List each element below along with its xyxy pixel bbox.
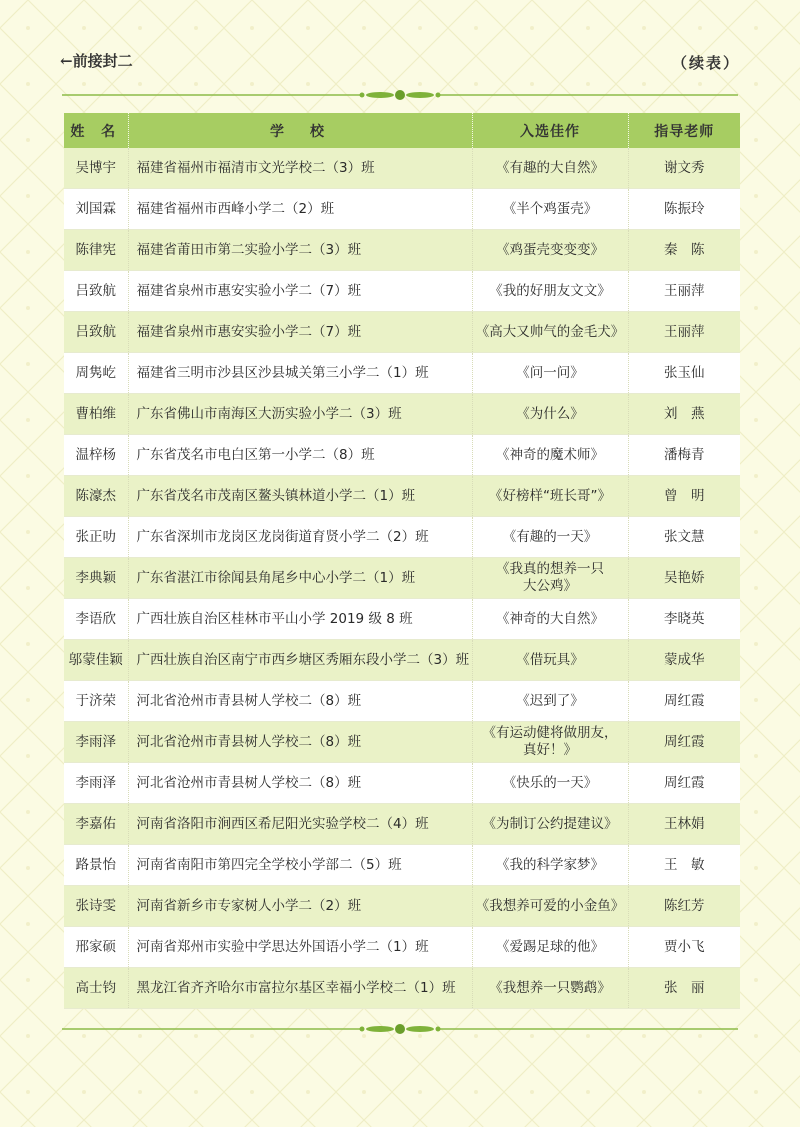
cell-selected-work: 《问一问》 bbox=[472, 353, 628, 394]
column-header-teacher: 指导老师 bbox=[628, 113, 740, 148]
cell-teacher: 秦 陈 bbox=[628, 230, 740, 271]
cell-teacher: 周红霞 bbox=[628, 763, 740, 804]
cell-selected-work: 《有趣的一天》 bbox=[472, 517, 628, 558]
cell-school: 黑龙江省齐齐哈尔市富拉尔基区幸福小学校二（1）班 bbox=[128, 968, 472, 1009]
cell-student-name: 李雨泽 bbox=[64, 763, 128, 804]
cell-student-name: 李雨泽 bbox=[64, 722, 128, 763]
cell-teacher: 潘梅青 bbox=[628, 435, 740, 476]
cell-selected-work: 《有运动健将做朋友， 真好！》 bbox=[472, 722, 628, 763]
cell-student-name: 陈濠杰 bbox=[64, 476, 128, 517]
table-row bbox=[64, 312, 740, 353]
cell-student-name: 刘国霖 bbox=[64, 189, 128, 230]
cell-teacher: 谢文秀 bbox=[628, 148, 740, 189]
cell-school: 河南省南阳市第四完全学校小学部二（5）班 bbox=[128, 845, 472, 886]
cell-selected-work: 《鸡蛋壳变变变》 bbox=[472, 230, 628, 271]
cell-selected-work: 《我想养可爱的小金鱼》 bbox=[472, 886, 628, 927]
cell-school: 广东省佛山市南海区大沥实验小学二（3）班 bbox=[128, 394, 472, 435]
cell-student-name: 路景怡 bbox=[64, 845, 128, 886]
cell-teacher: 王丽萍 bbox=[628, 312, 740, 353]
column-header-work: 入选佳作 bbox=[472, 113, 628, 148]
cell-teacher: 张玉仙 bbox=[628, 353, 740, 394]
cell-school: 河北省沧州市青县树人学校二（8）班 bbox=[128, 722, 472, 763]
table-row bbox=[64, 763, 740, 804]
cell-selected-work: 《我真的想养一只 大公鸡》 bbox=[472, 558, 628, 599]
cell-school: 福建省泉州市惠安实验小学二（7）班 bbox=[128, 271, 472, 312]
cell-school: 河南省新乡市专家树人小学二（2）班 bbox=[128, 886, 472, 927]
table-row bbox=[64, 722, 740, 763]
cell-school: 广东省湛江市徐闻县角尾乡中心小学二（1）班 bbox=[128, 558, 472, 599]
cell-teacher: 周红霞 bbox=[628, 681, 740, 722]
column-header-name: 姓 名 bbox=[64, 113, 128, 148]
cell-selected-work: 《我想养一只鹦鹉》 bbox=[472, 968, 628, 1009]
cell-teacher: 王 敏 bbox=[628, 845, 740, 886]
cell-teacher: 刘 燕 bbox=[628, 394, 740, 435]
cell-student-name: 周隽屹 bbox=[64, 353, 128, 394]
cell-school: 福建省福州市福清市文光学校二（3）班 bbox=[128, 148, 472, 189]
cell-selected-work: 《为制订公约提建议》 bbox=[472, 804, 628, 845]
cell-student-name: 张正叻 bbox=[64, 517, 128, 558]
cell-student-name: 吴博宇 bbox=[64, 148, 128, 189]
cell-selected-work: 《爱踢足球的他》 bbox=[472, 927, 628, 968]
cell-selected-work: 《半个鸡蛋壳》 bbox=[472, 189, 628, 230]
cell-student-name: 李语欣 bbox=[64, 599, 128, 640]
table-body bbox=[64, 148, 740, 1009]
cell-school: 河北省沧州市青县树人学校二（8）班 bbox=[128, 681, 472, 722]
cell-selected-work: 《神奇的大自然》 bbox=[472, 599, 628, 640]
table-row bbox=[64, 148, 740, 189]
cell-student-name: 陈律宪 bbox=[64, 230, 128, 271]
table-row bbox=[64, 476, 740, 517]
table-row bbox=[64, 886, 740, 927]
cell-teacher: 陈红芳 bbox=[628, 886, 740, 927]
cell-school: 福建省莆田市第二实验小学二（3）班 bbox=[128, 230, 472, 271]
cell-teacher: 王林娟 bbox=[628, 804, 740, 845]
cell-selected-work: 《神奇的魔术师》 bbox=[472, 435, 628, 476]
cell-school: 广西壮族自治区南宁市西乡塘区秀厢东段小学二（3）班 bbox=[128, 640, 472, 681]
cell-school: 福建省福州市西峰小学二（2）班 bbox=[128, 189, 472, 230]
cell-school: 河南省郑州市实验中学思达外国语小学二（1）班 bbox=[128, 927, 472, 968]
cell-selected-work: 《我的科学家梦》 bbox=[472, 845, 628, 886]
table-row bbox=[64, 968, 740, 1009]
award-table bbox=[64, 113, 740, 1009]
cell-teacher: 贾小飞 bbox=[628, 927, 740, 968]
cell-teacher: 吴艳娇 bbox=[628, 558, 740, 599]
table-row bbox=[64, 394, 740, 435]
cell-student-name: 曹柏维 bbox=[64, 394, 128, 435]
cell-teacher: 陈振玲 bbox=[628, 189, 740, 230]
cell-selected-work: 《好榜样“班长哥”》 bbox=[472, 476, 628, 517]
cell-student-name: 邬蒙佳颖 bbox=[64, 640, 128, 681]
cell-school: 广东省茂名市电白区第一小学二（8）班 bbox=[128, 435, 472, 476]
cell-school: 广东省深圳市龙岗区龙岗街道育贤小学二（2）班 bbox=[128, 517, 472, 558]
cell-teacher: 王丽萍 bbox=[628, 271, 740, 312]
table-header-row bbox=[64, 113, 740, 148]
cell-school: 福建省泉州市惠安实验小学二（7）班 bbox=[128, 312, 472, 353]
cell-selected-work: 《借玩具》 bbox=[472, 640, 628, 681]
table-row bbox=[64, 271, 740, 312]
cell-student-name: 李嘉佑 bbox=[64, 804, 128, 845]
table-row bbox=[64, 599, 740, 640]
cell-school: 河北省沧州市青县树人学校二（8）班 bbox=[128, 763, 472, 804]
cell-student-name: 高士钧 bbox=[64, 968, 128, 1009]
cell-teacher: 张文慧 bbox=[628, 517, 740, 558]
cell-student-name: 于济荣 bbox=[64, 681, 128, 722]
cell-selected-work: 《高大又帅气的金毛犬》 bbox=[472, 312, 628, 353]
table-row bbox=[64, 189, 740, 230]
cell-selected-work: 《迟到了》 bbox=[472, 681, 628, 722]
cell-teacher: 周红霞 bbox=[628, 722, 740, 763]
column-header-school: 学 校 bbox=[128, 113, 472, 148]
ornament-divider-top bbox=[62, 88, 738, 102]
table-row bbox=[64, 517, 740, 558]
cell-student-name: 吕致航 bbox=[64, 312, 128, 353]
cell-school: 广东省茂名市茂南区鳌头镇林道小学二（1）班 bbox=[128, 476, 472, 517]
table-row bbox=[64, 640, 740, 681]
continued-table-label: （续表） bbox=[671, 54, 740, 72]
cell-teacher: 曾 明 bbox=[628, 476, 740, 517]
table-row bbox=[64, 804, 740, 845]
ornament-divider-bottom bbox=[62, 1022, 738, 1036]
cell-selected-work: 《为什么》 bbox=[472, 394, 628, 435]
cell-student-name: 温梓杨 bbox=[64, 435, 128, 476]
cell-school: 广西壮族自治区桂林市平山小学 2019 级 8 班 bbox=[128, 599, 472, 640]
cell-student-name: 吕致航 bbox=[64, 271, 128, 312]
table-row bbox=[64, 845, 740, 886]
table-row bbox=[64, 435, 740, 476]
table-row bbox=[64, 681, 740, 722]
table-row bbox=[64, 927, 740, 968]
cell-teacher: 蒙成华 bbox=[628, 640, 740, 681]
cell-student-name: 李典颖 bbox=[64, 558, 128, 599]
cell-school: 河南省洛阳市涧西区希尼阳光实验学校二（4）班 bbox=[128, 804, 472, 845]
cell-selected-work: 《我的好朋友文文》 bbox=[472, 271, 628, 312]
cell-teacher: 张 丽 bbox=[628, 968, 740, 1009]
cell-selected-work: 《有趣的大自然》 bbox=[472, 148, 628, 189]
cell-student-name: 邢家硕 bbox=[64, 927, 128, 968]
cell-selected-work: 《快乐的一天》 bbox=[472, 763, 628, 804]
cell-teacher: 李晓英 bbox=[628, 599, 740, 640]
table-row bbox=[64, 558, 740, 599]
cell-school: 福建省三明市沙县区沙县城关第三小学二（1）班 bbox=[128, 353, 472, 394]
continued-from-label: ←前接封二 bbox=[60, 52, 133, 70]
table-row bbox=[64, 353, 740, 394]
table-row bbox=[64, 230, 740, 271]
cell-student-name: 张诗雯 bbox=[64, 886, 128, 927]
